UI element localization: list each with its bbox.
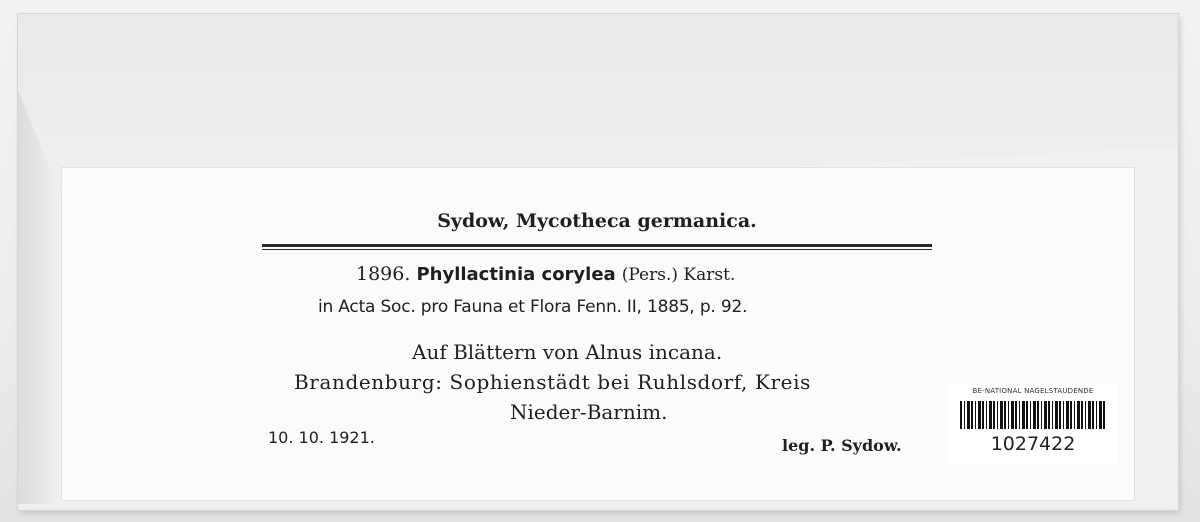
locality-line-2: Nieder-Barnim.	[510, 400, 668, 424]
specimen-name-line	[356, 263, 735, 285]
title-rule-thick	[262, 244, 932, 247]
specimen-number: 1896.	[356, 263, 411, 285]
barcode-header: BE-NATIONAL NAGELSTAUDENDE	[972, 387, 1094, 395]
collection-date: 10. 10. 1921.	[268, 428, 375, 447]
barcode-bars	[960, 401, 1106, 429]
barcode-label	[948, 383, 1118, 465]
species-name: Phyllactinia corylea	[416, 264, 616, 285]
barcode-number: 1027422	[990, 433, 1076, 455]
species-authority: (Pers.) Karst.	[621, 265, 736, 285]
exsiccata-title: Sydow, Mycotheca germanica.	[437, 210, 757, 232]
collector: leg. P. Sydow.	[782, 436, 902, 455]
locality-line-1: Brandenburg: Sophienstädt bei Ruhlsdorf, Kreis	[294, 370, 811, 394]
host-plant: Auf Blättern von Alnus incana.	[412, 340, 723, 364]
title-rule-thin	[262, 249, 932, 250]
literature-reference: in Acta Soc. pro Fauna et Flora Fenn. II, 1885, p. 92.	[318, 297, 748, 317]
